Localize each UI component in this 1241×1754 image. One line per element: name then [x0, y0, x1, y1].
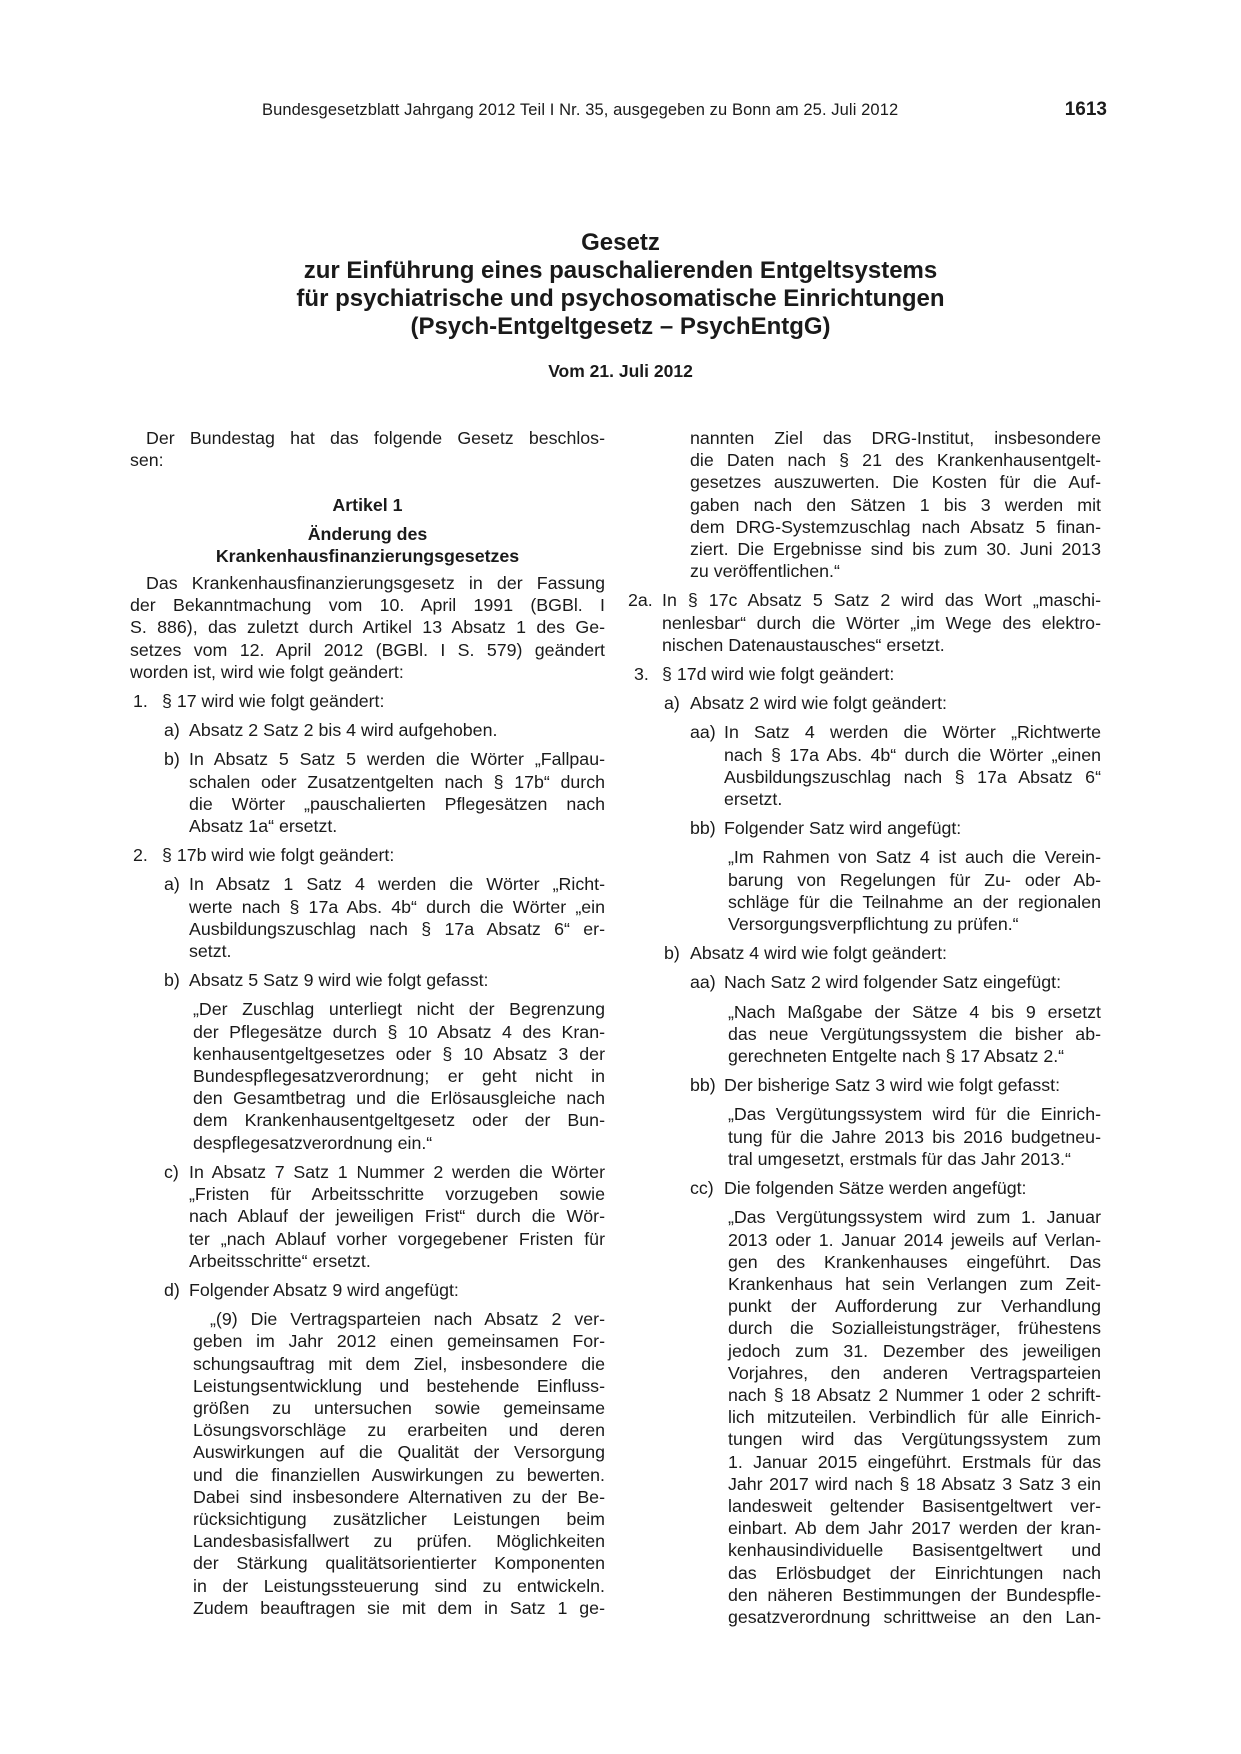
text-line: gesetzes auszuwerten. Die Kosten für die Auf- — [690, 472, 1101, 493]
text-line: das Erlösbudget der Einrichtungen nach — [728, 1562, 1101, 1583]
list-item — [130, 719, 605, 741]
text-line: setzes vom 12. April 2012 (BGBl. I S. 579) geändert — [130, 639, 605, 660]
text-line: Das Krankenhausfinanzierungsgesetz in der Fassung — [146, 573, 605, 594]
text-line: Bundespflegesatzverordnung; er geht nicht in — [193, 1066, 605, 1087]
list-marker: bb) — [690, 818, 716, 839]
text-line: In Absatz 7 Satz 1 Nummer 2 werden die Wörter — [189, 1161, 605, 1182]
quoted-text-continued — [628, 427, 1101, 582]
text-line: Folgender Satz wird angefügt: — [724, 818, 962, 839]
title-line: (Psych-Entgeltgesetz – PsychEntgG) — [410, 313, 831, 340]
list-marker: b) — [164, 749, 180, 770]
text-line: gesatzverordnung schrittweise an den Lan- — [728, 1606, 1101, 1627]
text-line: „Im Rahmen von Satz 4 ist auch die Verein- — [728, 847, 1101, 868]
running-header: Bundesgesetzblatt Jahrgang 2012 Teil I Nr. 35, ausgegeben zu Bonn am 25. Juli 2012 — [262, 101, 899, 119]
intro-paragraph — [130, 427, 605, 449]
text-line: nischen Datenaustausches“ ersetzt. — [662, 634, 945, 655]
text-line: jedoch zum 31. Dezember des jeweiligen — [728, 1340, 1101, 1361]
text-line: barung von Regelungen für Zu- oder Ab- — [728, 869, 1101, 890]
list-marker: bb) — [690, 1075, 716, 1096]
list-item — [130, 844, 605, 866]
list-item — [628, 1074, 1101, 1096]
list-item — [628, 692, 1101, 714]
law-title — [0, 229, 1241, 341]
text-line: § 17d wird wie folgt geändert: — [662, 664, 895, 685]
list-item — [130, 969, 605, 991]
text-line: In Absatz 5 Satz 5 werden die Wörter „Fallpau- — [189, 749, 605, 770]
text-line: „Fristen für Arbeitsschritte vorzugeben sowie — [189, 1184, 605, 1205]
text-line: der Stärkung qualitätsorientierter Komponenten — [193, 1553, 605, 1574]
text-line: lich mitzuteilen. Verbindlich für alle Einrich- — [728, 1407, 1101, 1428]
list-item — [628, 817, 1101, 839]
page-number: 1613 — [1064, 99, 1107, 120]
text-line: werte nach § 17a Abs. 4b“ durch die Wörter „ein — [189, 896, 605, 917]
text-line: der Bekanntmachung vom 10. April 1991 (BGBl. I — [130, 595, 605, 616]
list-item — [628, 971, 1101, 993]
text-line: „Nach Maßgabe der Sätze 4 bis 9 ersetzt — [728, 1001, 1101, 1022]
text-line: nannten Ziel das DRG-Institut, insbesondere — [690, 428, 1101, 448]
text-line: den Gesamtbetrag und die Erlösausgleiche nach — [193, 1088, 605, 1109]
text-line: „(9) Die Vertragsparteien nach Absatz 2 ver- — [210, 1309, 605, 1330]
quoted-text — [628, 1206, 1101, 1628]
text-line: landesweit geltender Basisentgeltwert ver- — [728, 1495, 1101, 1516]
text-line: Absatz 4 wird wie folgt geändert: — [690, 943, 947, 964]
list-marker: a) — [164, 720, 180, 741]
text-line: tung für die Jahre 2013 bis 2016 budgetneu- — [728, 1126, 1101, 1147]
quoted-text — [130, 998, 605, 1153]
article-paragraph — [130, 572, 605, 683]
article-title-line: Änderung des — [307, 523, 428, 544]
text-line: gaben nach den Sätzen 1 bis 3 werden mit — [690, 494, 1101, 515]
text-line: schläge für die Teilnahme an der regionalen — [728, 891, 1101, 912]
text-line: In § 17c Absatz 5 Satz 2 wird das Wort „maschi- — [662, 590, 1101, 611]
text-line: die Wörter „pauschalierten Pflegesätzen nach — [189, 793, 605, 814]
text-line: despflegesatzverordnung ein.“ — [193, 1132, 433, 1153]
list-item — [628, 589, 1101, 656]
text-line: ziert. Die Ergebnisse sind bis zum 30. Juni 2013 — [690, 539, 1101, 560]
text-line: nenlesbar“ durch die Wörter „im Wege des elektro- — [662, 612, 1101, 633]
list-marker: d) — [164, 1279, 180, 1300]
text-line: tral umgesetzt, erstmals für das Jahr 2013.“ — [728, 1148, 1071, 1169]
text-line: der Pflegesätze durch § 10 Absatz 4 des Kran- — [193, 1021, 605, 1042]
text-line: nach Ablauf der jeweiligen Frist“ durch die Wör- — [189, 1206, 605, 1227]
text-line: Folgender Absatz 9 wird angefügt: — [189, 1279, 459, 1300]
text-line: kenhausindividuelle Basisentgeltwert und — [728, 1540, 1101, 1561]
text-line: Zudem beauftragen sie mit dem in Satz 1 ge- — [193, 1597, 605, 1618]
text-line: Leistungsentwicklung und bestehende Einfluss- — [193, 1375, 605, 1396]
text-line: punkt der Aufforderung zur Verhandlung — [728, 1296, 1101, 1317]
list-marker: a) — [164, 874, 180, 895]
list-marker: cc) — [690, 1178, 714, 1199]
text-line: die Daten nach § 21 des Krankenhausentgelt- — [690, 450, 1101, 471]
list-item — [130, 690, 605, 712]
text-line: geben im Jahr 2012 einen gemeinsamen For- — [193, 1331, 605, 1352]
text-line: einbart. Ab dem Jahr 2017 werden der kran- — [728, 1518, 1101, 1539]
text-line: durch die Sozialleistungsträger, frühestens — [728, 1318, 1101, 1339]
text-line: schalen oder Zusatzentgelten nach § 17b“ durch — [189, 771, 605, 792]
text-line: Krankenhaus hat sein Verlangen zum Zeit- — [728, 1273, 1101, 1294]
text-line: Landesbasisfallwert zu prüfen. Möglichkeiten — [193, 1531, 605, 1552]
law-date: Vom 21. Juli 2012 — [548, 361, 693, 381]
text-line: Ausbildungszuschlag nach § 17a Absatz 6“ — [724, 766, 1101, 787]
text-line: den näheren Bestimmungen der Bundespfle- — [728, 1584, 1101, 1605]
list-item — [130, 748, 605, 837]
text-line: kenhausentgeltgesetzes oder § 10 Absatz 3 der — [193, 1043, 605, 1064]
article-number: Artikel 1 — [332, 495, 403, 516]
text-line: Absatz 2 wird wie folgt geändert: — [690, 693, 947, 714]
text-line: und die finanziellen Auswirkungen zu bewerten. — [193, 1464, 605, 1485]
right-column — [628, 427, 1101, 1628]
text-line: nach § 18 Absatz 2 Nummer 1 oder 2 schrift- — [728, 1384, 1101, 1405]
text-line: tungen wird das Vergütungssystem zum — [728, 1429, 1101, 1450]
text-line: Absatz 2 Satz 2 bis 4 wird aufgehoben. — [189, 720, 498, 741]
text-line: das neue Vergütungssystem die bisher ab- — [728, 1023, 1101, 1044]
list-marker: b) — [664, 943, 680, 964]
text-line: Ausbildungszuschlag nach § 17a Absatz 6“ er- — [189, 918, 605, 939]
list-marker: c) — [164, 1161, 179, 1182]
text-line: Die folgenden Sätze werden angefügt: — [724, 1178, 1027, 1199]
text-line: dem Krankenhausentgeltgesetz oder der Bun- — [193, 1110, 605, 1131]
text-line: gerechneten Entgelte nach § 17 Absatz 2.“ — [728, 1046, 1065, 1067]
title-line: Gesetz — [581, 229, 660, 256]
text-line: Dabei sind insbesondere Alternativen zu der Be- — [193, 1486, 605, 1507]
title-line: für psychiatrische und psychosomatische Einrichtungen — [296, 285, 945, 312]
list-item — [628, 942, 1101, 964]
quoted-text — [628, 1001, 1101, 1068]
list-marker: 3. — [634, 664, 649, 685]
list-marker: aa) — [690, 972, 716, 993]
list-item — [130, 1161, 605, 1272]
list-marker: 2a. — [628, 590, 653, 611]
text-line: worden ist, wird wie folgt geändert: — [130, 661, 404, 682]
quoted-text — [130, 1308, 605, 1619]
text-line: Jahr 2017 wird nach § 18 Absatz 3 Satz 3 ein — [728, 1473, 1101, 1494]
text-line: sen: — [130, 450, 164, 471]
list-marker: a) — [664, 693, 680, 714]
text-line: gen des Krankenhauses eingeführt. Das — [728, 1251, 1101, 1272]
text-line: ter „nach Ablauf vorher vorgegebener Fristen für — [189, 1228, 605, 1249]
list-marker: 2. — [133, 845, 148, 866]
text-line: Absatz 5 Satz 9 wird wie folgt gefasst: — [189, 970, 489, 991]
list-marker: aa) — [690, 722, 716, 743]
text-line: Lösungsvorschläge zu erarbeiten und deren — [193, 1420, 605, 1441]
left-column — [130, 427, 605, 1619]
text-line: größen zu untersuchen sowie gemeinsame — [193, 1397, 605, 1418]
text-line: Der bisherige Satz 3 wird wie folgt gefasst: — [724, 1075, 1061, 1096]
list-item — [628, 1177, 1101, 1199]
quoted-text — [628, 1103, 1101, 1170]
text-line: rücksichtigung zusätzlicher Leistungen beim — [193, 1508, 605, 1529]
text-line: Versorgungsverpflichtung zu prüfen.“ — [728, 914, 1019, 935]
text-line: In Satz 4 werden die Wörter „Richtwerte — [724, 722, 1101, 743]
text-line: 2013 oder 1. Januar 2014 jeweils auf Verlan- — [728, 1229, 1101, 1250]
text-line: S. 886), das zuletzt durch Artikel 13 Absatz 1 des Ge- — [130, 617, 605, 638]
text-line: § 17b wird wie folgt geändert: — [162, 845, 395, 866]
list-item — [130, 873, 605, 962]
text-line: schungsauftrag mit dem Ziel, insbesondere die — [193, 1353, 605, 1374]
text-line: Absatz 1a“ ersetzt. — [189, 816, 338, 837]
text-line: ersetzt. — [724, 789, 783, 810]
quoted-text — [628, 846, 1101, 935]
list-item — [130, 1279, 605, 1301]
text-line: nach § 17a Abs. 4b“ durch die Wörter „einen — [724, 744, 1101, 765]
list-marker: b) — [164, 970, 180, 991]
text-line: Der Bundestag hat das folgende Gesetz beschlos- — [146, 428, 605, 448]
text-line: „Das Vergütungssystem wird für die Einrich- — [728, 1104, 1101, 1125]
text-line: „Der Zuschlag unterliegt nicht der Begrenzung — [193, 999, 605, 1020]
text-line: § 17 wird wie folgt geändert: — [162, 691, 385, 712]
text-line: „Das Vergütungssystem wird zum 1. Januar — [728, 1207, 1101, 1228]
article-title-line: Krankenhausfinanzierungsgesetzes — [215, 545, 520, 566]
text-line: zu veröffentlichen.“ — [690, 561, 840, 582]
text-line: Nach Satz 2 wird folgender Satz eingefügt: — [724, 972, 1062, 993]
text-line: in der Leistungssteuerung sind zu entwickeln. — [193, 1575, 605, 1596]
text-line: Auswirkungen auf die Qualität der Versorgung — [193, 1442, 605, 1463]
list-marker: 1. — [133, 691, 148, 712]
text-line: 1. Januar 2015 eingeführt. Erstmals für das — [728, 1451, 1101, 1472]
title-line: zur Einführung eines pauschalierenden Entgeltsystems — [303, 257, 938, 284]
text-line: setzt. — [189, 941, 232, 962]
text-line: Vorjahres, den anderen Vertragsparteien — [728, 1362, 1101, 1383]
list-item — [628, 721, 1101, 810]
text-line: dem DRG-Systemzuschlag nach Absatz 5 finan- — [690, 516, 1101, 537]
text-line: In Absatz 1 Satz 4 werden die Wörter „Richt- — [189, 874, 605, 895]
list-item — [628, 663, 1101, 685]
text-line: Arbeitsschritte“ ersetzt. — [189, 1250, 371, 1271]
